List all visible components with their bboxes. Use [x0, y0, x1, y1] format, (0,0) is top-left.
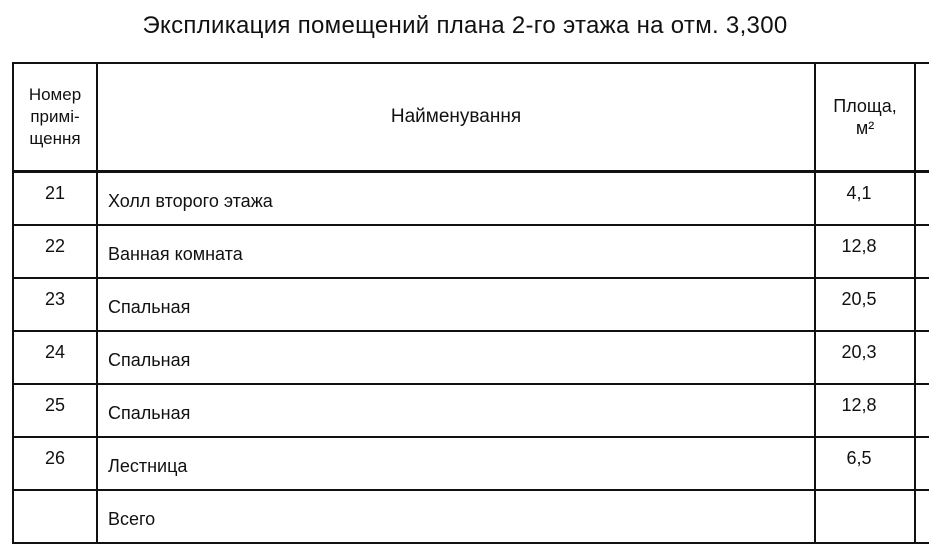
extra-column-cell: [915, 172, 929, 226]
header-area: [815, 63, 915, 172]
room-name-cell: Всего: [97, 490, 815, 543]
room-area-cell: [815, 490, 915, 543]
room-number-cell: 26: [13, 437, 97, 490]
room-name-cell: Лестница: [97, 437, 815, 490]
table-row: [13, 225, 929, 278]
header-room-number-line1: Номер: [28, 85, 82, 104]
room-area-cell: 20,3: [815, 331, 915, 384]
room-schedule-table-container: [12, 62, 928, 529]
extra-column-cell: [915, 490, 929, 543]
room-name-cell: Ванная комната: [97, 225, 815, 278]
extra-column-cell: [915, 278, 929, 331]
room-area-cell: 12,8: [815, 225, 915, 278]
header-room-number: [13, 63, 97, 172]
extra-column-cell: [915, 225, 929, 278]
room-name-cell: Холл второго этажа: [97, 172, 815, 226]
room-name-cell: Спальная: [97, 384, 815, 437]
room-name-cell: Спальная: [97, 278, 815, 331]
room-schedule-table: [12, 62, 929, 544]
room-number-cell: 22: [13, 225, 97, 278]
room-area-cell: 4,1: [815, 172, 915, 226]
table-row: [13, 331, 929, 384]
table-row: [13, 172, 929, 226]
header-area-line2: м²: [855, 118, 875, 138]
table-header-row: [13, 63, 929, 172]
room-area-cell: 20,5: [815, 278, 915, 331]
room-area-cell: 6,5: [815, 437, 915, 490]
header-room-number-line3: щення: [29, 129, 81, 148]
table-row: [13, 384, 929, 437]
room-area-cell: 12,8: [815, 384, 915, 437]
table-row: [13, 278, 929, 331]
header-extra-column: [915, 63, 929, 172]
room-number-cell: 25: [13, 384, 97, 437]
header-room-name: Найменування: [97, 63, 815, 172]
room-number-cell: [13, 490, 97, 543]
document-title: Экспликация помещений плана 2-го этажа на отм. 3,300: [142, 12, 788, 39]
table-row: [13, 490, 929, 543]
extra-column-cell: [915, 437, 929, 490]
table-row: [13, 437, 929, 490]
room-number-cell: 24: [13, 331, 97, 384]
room-number-cell: 23: [13, 278, 97, 331]
room-number-cell: 21: [13, 172, 97, 226]
header-room-number-line2: примі-: [30, 107, 80, 126]
extra-column-cell: [915, 384, 929, 437]
header-area-line1: Площа,: [833, 96, 897, 116]
room-name-cell: Спальная: [97, 331, 815, 384]
extra-column-cell: [915, 331, 929, 384]
table-body: [13, 172, 929, 544]
